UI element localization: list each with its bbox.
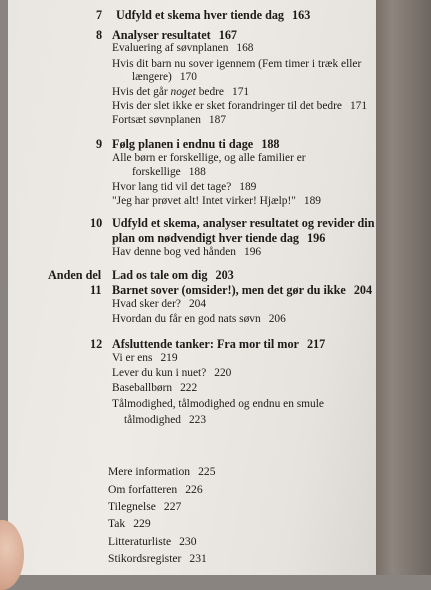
- toc-entry: Lever du kun i nuet? 220: [112, 367, 232, 379]
- toc-entry: Baseballbørn 222: [112, 382, 198, 394]
- toc-entry: Hvis der slet ikke er sket forandringer til det bedre 171: [112, 100, 368, 112]
- chapter-10-heading: Udfyld et skema, analyser resultatet og revider din: [112, 216, 375, 230]
- part-2-heading: Lad os tale om dig 203: [112, 268, 234, 282]
- chapter-7-heading: Udfyld et skema hver tiende dag 163: [116, 8, 311, 22]
- toc-entry: Hav denne bog ved hånden 196: [112, 246, 262, 258]
- backmatter-entry: Tilegnelse 227: [108, 500, 182, 513]
- toc-entry: Hvis dit barn nu sover igennem (Fem timer i træk eller: [112, 58, 362, 70]
- toc-entry-continuation: tålmodighed 223: [124, 414, 207, 426]
- part-2-label: Anden del: [48, 268, 102, 282]
- backmatter-entry: Litteraturliste 230: [108, 535, 197, 548]
- chapter-11-number: 11: [90, 283, 102, 297]
- toc-entry: Hvis det går noget bedre 171: [112, 86, 250, 98]
- chapter-12-number: 12: [90, 337, 103, 351]
- chapter-8-number: 8: [96, 28, 103, 42]
- chapter-10-number: 10: [90, 216, 103, 230]
- chapter-8-heading: Analyser resultatet 167: [112, 28, 238, 42]
- toc-entry: Vi er ens 219: [112, 352, 178, 364]
- chapter-12-heading: Afsluttende tanker: Fra mor til mor 217: [112, 337, 326, 351]
- chapter-9-heading: Følg planen i endnu ti dage 188: [112, 137, 280, 151]
- chapter-11-heading: Barnet sover (omsider!), men det gør du ikke 204: [112, 283, 373, 297]
- toc-entry-continuation: længere) 170: [132, 71, 197, 83]
- toc-entry-continuation: forskellige 188: [132, 166, 206, 178]
- toc-entry: Fortsæt søvnplanen 187: [112, 114, 227, 126]
- backmatter-entry: Om forfatteren 226: [108, 483, 203, 496]
- chapter-7-number: 7: [96, 8, 103, 22]
- book-page: [8, 0, 376, 575]
- chapter-10-heading-cont: plan om nødvendigt hver tiende dag 196: [112, 231, 326, 245]
- toc-entry: Tålmodighed, tålmodighed og endnu en smule: [112, 398, 324, 410]
- backmatter-entry: Tak 229: [108, 517, 151, 530]
- backmatter-entry: Mere information 225: [108, 465, 216, 478]
- chapter-9-number: 9: [96, 137, 103, 151]
- toc-entry: Hvordan du får en god nats søvn 206: [112, 313, 286, 325]
- toc-entry: Evaluering af søvnplanen 168: [112, 42, 254, 54]
- toc-entry: Hvad sker der? 204: [112, 298, 207, 310]
- facing-page-edge: [376, 0, 431, 575]
- toc-entry: Hvor lang tid vil det tage? 189: [112, 181, 257, 193]
- toc-entry: Alle børn er forskellige, og alle familier er: [112, 152, 306, 164]
- backmatter-entry: Stikordsregister 231: [108, 552, 207, 565]
- toc-entry: "Jeg har prøvet alt! Intet virker! Hjælp!" 189: [112, 195, 321, 207]
